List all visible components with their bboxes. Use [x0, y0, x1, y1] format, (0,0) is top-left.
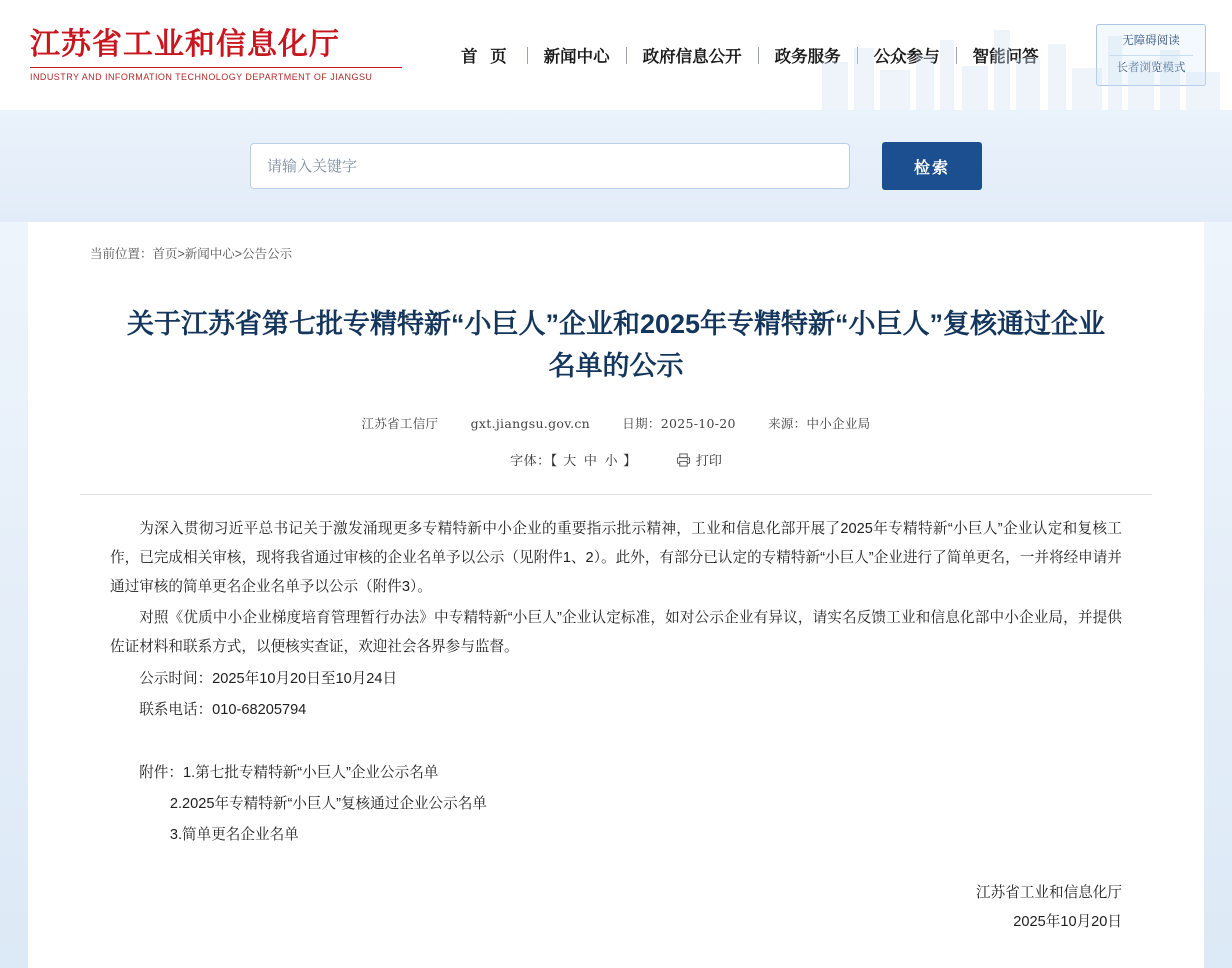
attachment-list [110, 759, 1122, 851]
content-divider [80, 494, 1152, 495]
nav-item-public[interactable]: 公众参与 [873, 48, 940, 66]
print-label[interactable]: 打印 [695, 452, 722, 468]
font-size-label-end: 】 [623, 452, 637, 468]
meta-domain: gxt.jiangsu.gov.cn [470, 415, 591, 431]
article-paragraph: 联系电话：010-68205794 [139, 701, 307, 718]
article-paragraph: 对照《优质中小企业梯度培育管理暂行办法》中专精特新“小巨人”企业认定标准，如对公示企业有异议，请实名反馈工业和信息化部中小企业局，并提供佐证材料和联系方式，以便核实查证，欢迎社会各界参与监督。 [110, 610, 1122, 656]
article-meta [58, 414, 1174, 432]
article-tools [58, 450, 1174, 470]
search-button[interactable]: 检索 [882, 142, 982, 190]
attachment-item [110, 821, 1122, 850]
nav-item-services[interactable]: 政务服务 [774, 48, 841, 66]
attachment-label: 附件： [139, 765, 183, 781]
attachment-link[interactable]: 2.2025年专精特新“小巨人”复核通过企业公示名单 [169, 796, 487, 813]
signature-date: 2025年10月20日 [1013, 913, 1122, 930]
nav-item-gov-info[interactable]: 政府信息公开 [642, 48, 742, 66]
article-paragraph: 为深入贯彻习近平总书记关于激发涌现更多专精特新中小企业的重要指示批示精神，工业和信息化部开展了2025年专精特新“小巨人”企业认定和复核工作，已完成相关审核，现将我省通过审核的企业名单予以公示（见附件1、2）。此外，有部分已认定的专精特新“小巨人”企业进行了简单更名，一并将经申请并通过审核的简单更名企业名单予以公示（附件3）。 [110, 520, 1122, 596]
signature-block [58, 879, 1122, 937]
logo-title-cn: 江苏省工业和信息化厅 [30, 26, 340, 62]
nav-item-qa[interactable]: 智能问答 [972, 48, 1039, 66]
attachment-item [110, 790, 1122, 819]
breadcrumb[interactable]: 当前位置：首页>新闻中心>公告公示 [90, 247, 293, 261]
accessibility-reading-label[interactable]: 无障碍阅读 [1122, 34, 1180, 47]
page-title: 关于江苏省第七批专精特新“小巨人”企业和2025年专精特新“小巨人”复核通过企业名单的公示 [126, 309, 1106, 381]
article-paragraph: 公示时间：2025年10月20日至10月24日 [139, 670, 398, 687]
print-button[interactable] [676, 453, 722, 468]
printer-icon [676, 453, 691, 470]
attachment-link[interactable]: 1.第七批专精特新“小巨人”企业公示名单 [182, 765, 439, 781]
search-band [0, 110, 1232, 222]
font-size-label: 字体：【 [510, 452, 558, 468]
site-logo[interactable] [30, 28, 405, 83]
meta-department: 江苏省工信厅 [361, 415, 439, 431]
logo-divider [30, 67, 402, 68]
attachment-link[interactable]: 3.简单更名企业名单 [169, 827, 299, 844]
signature-org: 江苏省工业和信息化厅 [976, 884, 1122, 901]
meta-date: 日期：2025-10-20 [622, 415, 736, 431]
logo-title-en: INDUSTRY AND INFORMATION TECHNOLOGY DEPARTMENT OF JIANGSU [30, 72, 373, 83]
attachment-item [110, 759, 1122, 788]
main-nav [445, 43, 1096, 67]
search-input[interactable] [250, 143, 850, 189]
article-card [28, 222, 1204, 968]
font-size-large[interactable]: 大 [563, 452, 577, 468]
article-body [110, 515, 1122, 851]
elder-mode-label[interactable]: 长者浏览模式 [1116, 61, 1186, 74]
accessibility-box[interactable] [1096, 24, 1206, 87]
nav-item-home[interactable]: 首 页 [461, 48, 511, 66]
meta-source: 来源：中小企业局 [768, 415, 871, 431]
font-size-small[interactable]: 小 [604, 452, 618, 468]
font-size-medium[interactable]: 中 [583, 452, 597, 468]
nav-item-news[interactable]: 新闻中心 [543, 48, 610, 66]
accessibility-divider [1109, 55, 1193, 56]
site-header [0, 0, 1232, 110]
